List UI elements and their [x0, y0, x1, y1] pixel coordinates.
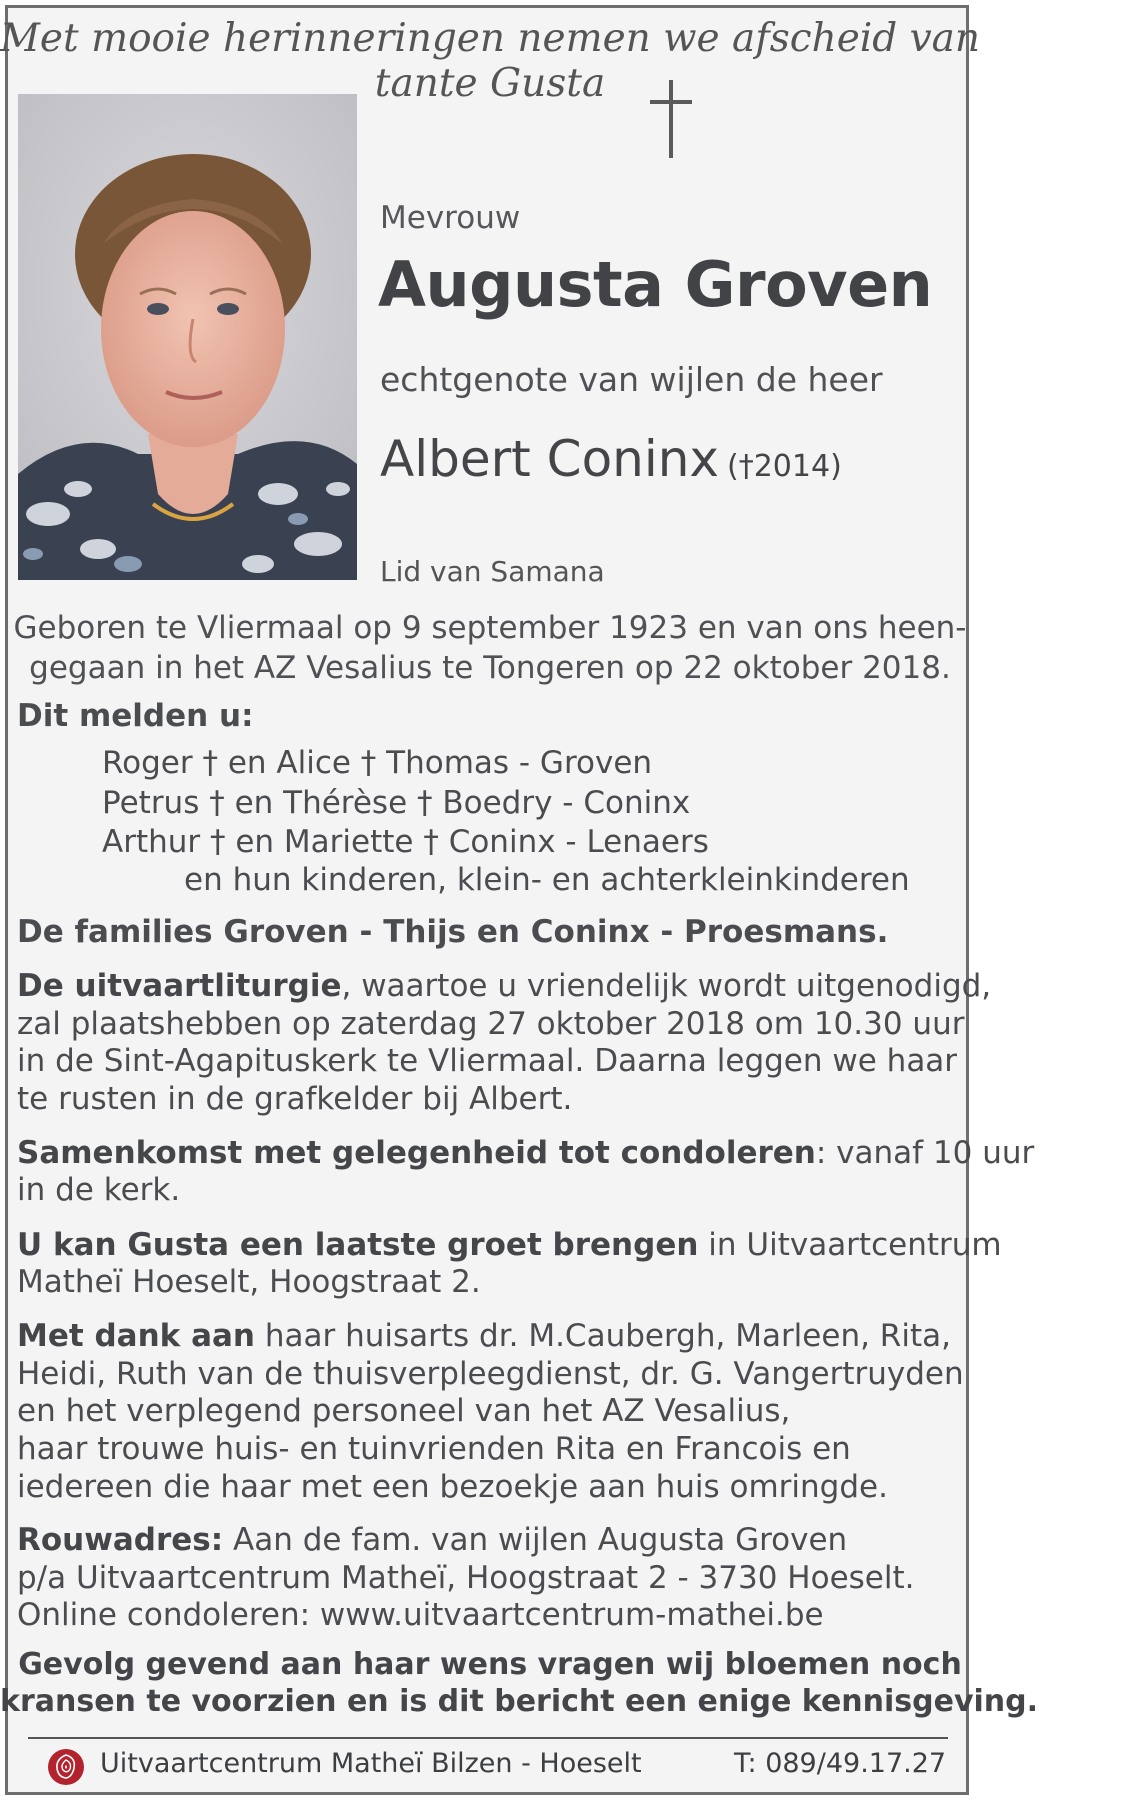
last-greeting-paragraph: [17, 1227, 1002, 1301]
funeral-line: , waartoe u vriendelijk wordt uitgenodigd,: [341, 968, 992, 1004]
wish-line: Gevolg gevend aan haar wens vragen wij bloemen noch: [18, 1647, 962, 1682]
funeral-line: te rusten in de grafkelder bij Albert.: [17, 1080, 573, 1117]
mourning-address-line: p/a Uitvaartcentrum Matheï, Hoogstraat 2 - 3730 Hoeselt.: [17, 1559, 915, 1596]
funeral-home-phone: T: 089/49.17.27: [734, 1748, 947, 1779]
footer-divider: [28, 1737, 948, 1739]
funeral-home-name: Uitvaartcentrum Matheï Bilzen - Hoeselt: [100, 1748, 642, 1779]
funeral-label: De uitvaartliturgie: [17, 968, 342, 1004]
condolences-label: Samenkomst met gelegenheid tot condoleren: [17, 1135, 816, 1171]
thanks-line: iedereen die haar met een bezoekje aan huis omringde.: [17, 1468, 888, 1505]
relative-item: Petrus † en Thérèse † Boedry - Coninx: [102, 784, 691, 821]
relative-item: Arthur † en Mariette † Coninx - Lenaers: [102, 824, 709, 860]
thanks-line: haar huisarts dr. M.Caubergh, Marleen, Rita,: [254, 1318, 951, 1354]
mourning-address-line: Aan de fam. van wijlen Augusta Groven: [223, 1522, 848, 1558]
thanks-line: en het verplegend personeel van het AZ Vesalius,: [17, 1393, 791, 1430]
spouse-line: [380, 430, 842, 488]
condolences-paragraph: [17, 1135, 1035, 1209]
birth-death-statement: [0, 608, 980, 688]
last-greeting-line: in Uitvaartcentrum: [698, 1227, 1002, 1263]
deceased-name: Augusta Groven: [378, 248, 933, 321]
mourning-address-paragraph: [17, 1522, 967, 1635]
relative-item: Roger † en Alice † Thomas - Groven: [102, 745, 653, 781]
wish-line: kransen te voorzien en is dit bericht een enige kennisgeving.: [0, 1684, 1039, 1719]
thanks-line: Heidi, Ruth van de thuisverpleegdienst, dr. G. Vangertruyden: [17, 1355, 964, 1392]
funeral-line: in de Sint-Agapituskerk te Vliermaal. Daarna leggen we haar: [17, 1043, 958, 1079]
salutation: Mevrouw: [380, 200, 521, 236]
families-line: De families Groven - Thijs en Coninx - Proesmans.: [17, 914, 889, 950]
spouse-intro: echtgenote van wijlen de heer: [380, 360, 883, 399]
descendants-line: en hun kinderen, klein- en achterkleinkinderen: [184, 862, 910, 898]
birth-line: gegaan in het AZ Vesalius te Tongeren op 22 oktober 2018.: [29, 650, 951, 686]
headline: Met mooie herinneringen nemen we afscheid van tante Gusta: [0, 16, 981, 106]
rose-logo-icon: [47, 1748, 85, 1786]
last-greeting-line: Matheï Hoeselt, Hoogstraat 2.: [17, 1264, 481, 1300]
thanks-paragraph: [17, 1318, 967, 1507]
last-greeting-label: U kan Gusta een laatste groet brengen: [17, 1227, 699, 1263]
condolences-line: in de kerk.: [17, 1172, 181, 1208]
condolences-line: : vanaf 10 uur: [815, 1135, 1035, 1171]
spouse-death-year: (†2014): [727, 449, 842, 484]
thanks-line: haar trouwe huis- en tuinvrienden Rita en Francois en: [17, 1431, 851, 1468]
family-wish: [0, 1646, 1039, 1720]
relatives-list: [102, 744, 1052, 863]
funeral-line: zal plaatshebben op zaterdag 27 oktober 2018 om 10.30 uur: [17, 1005, 965, 1042]
thanks-label: Met dank aan: [17, 1318, 255, 1354]
spouse-name: Albert Coninx: [380, 430, 720, 488]
birth-line: Geboren te Vliermaal op 9 september 1923 en van ons heen-: [13, 610, 967, 646]
funeral-paragraph: [17, 968, 992, 1118]
portrait-photo: [18, 94, 357, 580]
cross-icon: [648, 80, 694, 158]
online-condolence-line: Online condoleren: www.uitvaartcentrum-mathei.be: [17, 1597, 824, 1633]
membership: Lid van Samana: [380, 555, 605, 588]
mourning-address-label: Rouwadres:: [17, 1522, 224, 1558]
announcement-heading: Dit melden u:: [17, 698, 254, 734]
